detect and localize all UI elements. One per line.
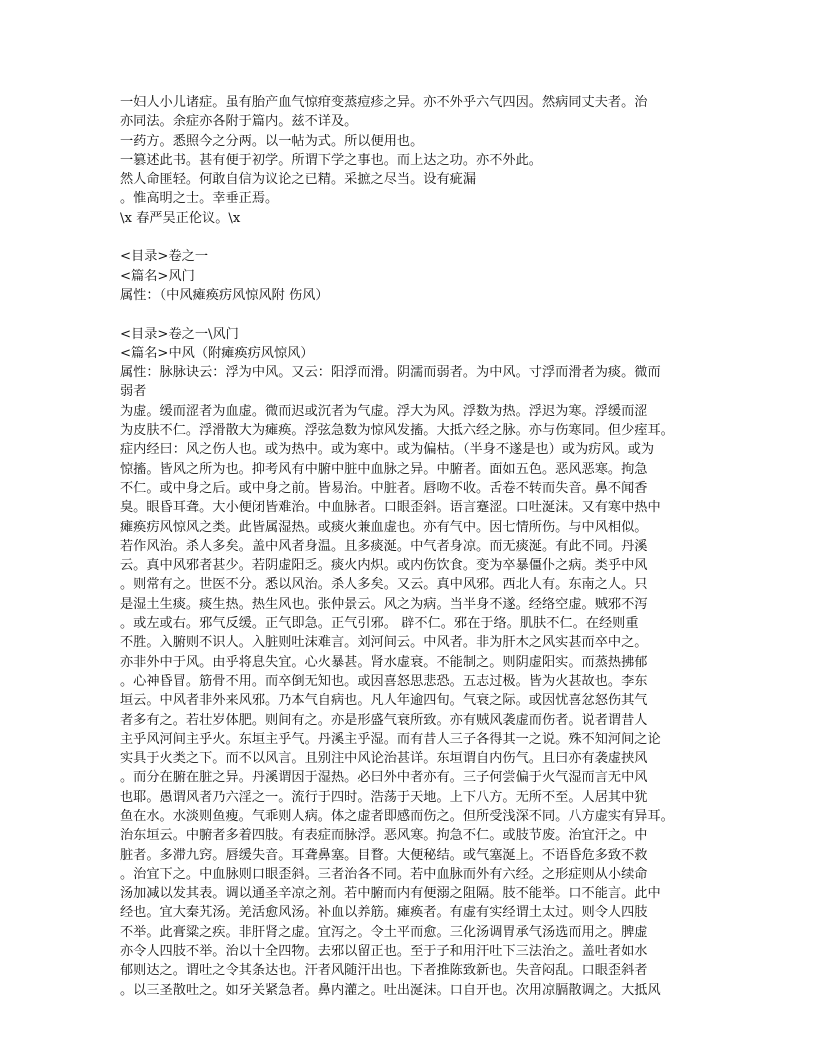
text-line: 症内经曰：风之伤人也。或为热中。或为寒中。或为偏枯。（半身不遂是也）或为疠风。或为 <box>120 442 655 458</box>
text-line: 。惟高明之士。幸垂正焉。 <box>120 191 279 207</box>
text-line: 亦令人四肢不举。治以十全四物。去邪以留正也。至于子和用汗吐下三法治之。盖吐者如水 <box>120 944 648 960</box>
text-line: 弱者 <box>120 384 147 400</box>
blank-line <box>120 305 700 324</box>
text-line: 。而分在腑在脏之异。丹溪谓因于湿热。必曰外中者亦有。三子何尝偏于火气湿而言无中风 <box>120 770 648 786</box>
text-line: 亦非外中于风。由乎将息失宜。心火暴甚。肾水虚衰。不能制之。则阴虚阳实。而蒸热拂郁 <box>120 654 648 670</box>
blank-line <box>120 228 700 247</box>
text-line: 若作风治。杀人多矣。盖中风者身温。且多痰涎。中气者身凉。而无痰涎。有此不同。丹溪 <box>120 538 648 554</box>
text-line: 郁则达之。谓吐之令其条达也。汗者风随汗出也。下者推陈致新也。失音闷乱。口眼歪斜者 <box>120 963 648 979</box>
text-line: <目录>卷之一 <box>120 249 209 265</box>
text-line: 脏者。多滞九窍。唇缓失音。耳聋鼻塞。目瞀。大便秘结。或气塞涎上。不语昏危多致不救 <box>120 847 648 863</box>
text-line: 为皮肤不仁。浮滑散大为瘫痪。浮弦急数为惊风发搐。大抵六经之脉。亦与伤寒同。但少痓耳。 <box>120 423 674 439</box>
text-line: <篇名>风门 <box>120 268 195 284</box>
text-line: 一药方。悉照今之分两。以一帖为式。所以便用也。 <box>120 133 424 149</box>
text-line: 治东垣云。中腑者多着四肢。有表症而脉浮。恶风寒。拘急不仁。或肢节废。治宜汗之。中 <box>120 828 648 844</box>
text-line: 垣云。中风者非外来风邪。乃本气自病也。凡人年逾四旬。气衰之际。或因忧喜忿怒伤其气 <box>120 693 648 709</box>
text-line: 主乎风河间主乎火。东垣主乎气。丹溪主乎湿。而有昔人三子各得其一之说。殊不知河间之论 <box>120 731 661 747</box>
text-line: 惊搐。皆风之所为也。抑考风有中腑中脏中血脉之异。中腑者。面如五色。恶风恶寒。拘急 <box>120 461 648 477</box>
text-line: 不举。此膏粱之疾。非肝肾之虚。宜泻之。令土平而愈。三化汤调胃承气汤选而用之。脾虚 <box>120 924 648 940</box>
text-line: 不仁。或中身之后。或中身之前。皆易治。中脏者。唇吻不收。舌卷不转而失音。鼻不闻香 <box>120 480 648 496</box>
text-line: 。以三圣散吐之。如牙关紧急者。鼻内灌之。吐出涎沫。口自开也。次用凉膈散调之。大抵风 <box>120 982 661 998</box>
text-line: 亦同法。余症亦各附于篇内。兹不详及。 <box>120 114 358 130</box>
text-line: 为虚。缓而涩者为血虚。微而迟或沉者为气虚。浮大为风。浮数为热。浮迟为寒。浮缓而涩 <box>120 403 648 419</box>
text-line: 者多有之。若壮岁体肥。则间有之。亦是形盛气衰所致。亦有贼风袭虚而伤者。说者谓昔人 <box>120 712 648 728</box>
text-line: 属性：（中风瘫痪疠风惊风附 伤风） <box>120 287 329 303</box>
text-line: 瘫痪疠风惊风之类。此皆属湿热。或痰火兼血虚也。亦有气中。因七情所伤。与中风相似。 <box>120 519 648 535</box>
text-line: \x 春严吴正伦议。\x <box>120 210 241 226</box>
text-line: 汤加减以发其表。调以通圣辛凉之剂。若中腑而内有便溺之阻隔。肢不能举。口不能言。此中 <box>120 886 661 902</box>
text-line: 属性：脉脉诀云：浮为中风。又云：阳浮而滑。阴濡而弱者。为中风。寸浮而滑者为痰。微而 <box>120 365 661 381</box>
text-line: 经也。宜大秦艽汤。羌活愈风汤。补血以养筋。瘫痪者。有虚有实经谓土太过。则令人四肢 <box>120 905 648 921</box>
document-page <box>120 93 700 1000</box>
text-line: 不胜。入腑则不识人。入脏则吐沫难言。刘河间云。中风者。非为肝木之风实甚而卒中之。 <box>120 635 648 651</box>
text-line: 一篡述此书。甚有便于初学。所谓下学之事也。而上达之功。亦不外此。 <box>120 152 542 168</box>
text-line: 。治宜下之。中血脉则口眼歪斜。三者治各不同。若中血脉而外有六经。之形症则从小续命 <box>120 866 648 882</box>
text-line: 一妇人小儿诸症。虽有胎产血气惊疳变蒸痘疹之异。亦不外乎六气四因。然病同丈夫者。治 <box>120 95 648 110</box>
text-line: <目录>卷之一\风门 <box>120 326 239 342</box>
text-line: 。则常有之。世医不分。悉以风治。杀人多矣。又云。真中风邪。西北人有。东南之人。只 <box>120 577 648 593</box>
text-line: 臭。眼昏耳聋。大小便闭皆难治。中血脉者。口眼歪斜。语言蹇涩。口吐涎沫。又有寒中热中 <box>120 500 661 516</box>
text-line: 。或左或右。邪气反缓。正气即急。正气引邪。 辟不仁。邪在于络。肌肤不仁。在经则重 <box>120 616 639 632</box>
text-line: 鱼在水。水淡则鱼瘦。气乖则人病。体之虚者即感而伤之。但所受浅深不同。八方虚实有异耳。 <box>120 808 674 824</box>
text-line: 是湿土生痰。痰生热。热生风也。张仲景云。风之为病。当半身不遂。经络空虚。贼邪不泻 <box>120 596 648 612</box>
text-line: 也耶。愚谓风者乃六淫之一。流行于四时。浩荡于天地。上下八方。无所不至。人居其中犹 <box>120 789 648 805</box>
text-line: 实具于火类之下。而不以风言。且别注中风论治甚详。东垣谓自内伤气。且曰亦有袭虚挟风 <box>120 751 648 767</box>
text-line: <篇名>中风（附瘫痪疠风惊风） <box>120 345 314 361</box>
text-line: 然人命匪轻。何敢自信为议论之已精。采摭之尽当。设有疵漏 <box>120 172 477 188</box>
text-line: 云。真中风邪者甚少。若阴虚阳乏。痰火内炽。或内伤饮食。变为卒暴僵仆之病。类乎中风 <box>120 558 648 574</box>
text-line: 。心神昏冒。筋骨不用。而卒倒无知也。或因喜怒思悲恐。五志过极。皆为火甚故也。李东 <box>120 673 648 689</box>
